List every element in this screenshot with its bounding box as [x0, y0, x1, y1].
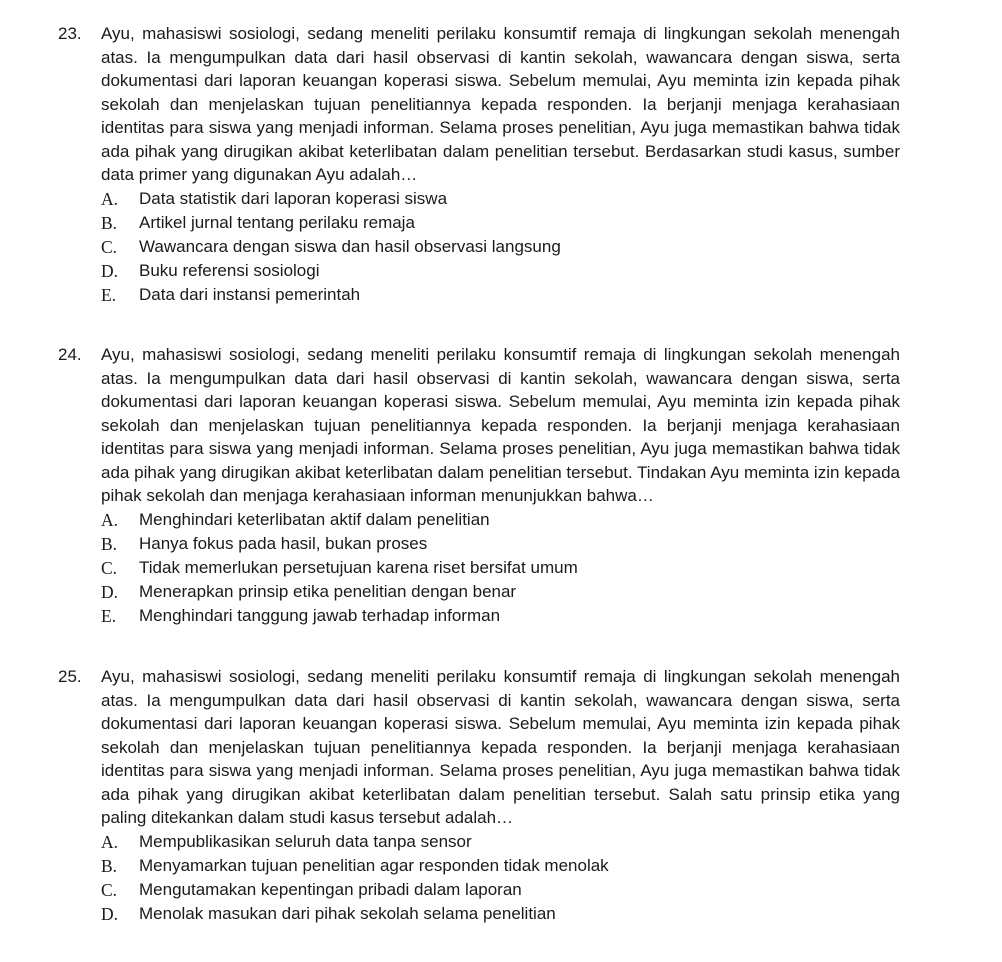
- option-letter: E.: [101, 606, 117, 627]
- question-text: Ayu, mahasiswi sosiologi, sedang meneliti perilaku konsumtif remaja di lingkungan sekolah menengah atas. Ia mengumpulkan data dari hasil observasi di kantin sekolah, wawancara dengan siswa, serta dokumentasi dari laporan keuangan koperasi siswa. Sebelum memulai, Ayu meminta izin kepada pihak sekolah dan menjelaskan tujuan penelitiannya kepada responden. Ia berjanji menjaga kerahasiaan identitas para siswa yang menjadi informan. Selama proses penelitian, Ayu juga memastikan bahwa tidak ada pihak yang dirugikan akibat keterlibatan dalam penelitian tersebut. Berdasarkan studi kasus, sumber data primer yang digunakan Ayu adalah…: [101, 24, 900, 184]
- option-text: Mempublikasikan seluruh data tanpa sensor: [139, 831, 472, 851]
- option-d[interactable]: [58, 902, 900, 926]
- question-text: Ayu, mahasiswi sosiologi, sedang meneliti perilaku konsumtif remaja di lingkungan sekolah menengah atas. Ia mengumpulkan data dari hasil observasi di kantin sekolah, wawancara dengan siswa, serta dokumentasi dari laporan keuangan koperasi siswa. Sebelum memulai, Ayu meminta izin kepada pihak sekolah dan menjelaskan tujuan penelitiannya kepada responden. Ia berjanji menjaga kerahasiaan identitas para siswa yang menjadi informan. Selama proses penelitian, Ayu juga memastikan bahwa tidak ada pihak yang dirugikan akibat keterlibatan dalam penelitian tersebut. Tindakan Ayu meminta izin kepada pihak sekolah dan menjaga kerahasiaan informan menunjukkan bahwa…: [101, 345, 900, 505]
- option-text: Buku referensi sosiologi: [139, 261, 320, 281]
- option-text: Data statistik dari laporan koperasi siswa: [139, 188, 448, 208]
- option-letter: C.: [101, 557, 118, 578]
- option-text: Mengutamakan kepentingan pribadi dalam laporan: [139, 879, 522, 899]
- option-text: Menghindari tanggung jawab terhadap informan: [139, 606, 501, 626]
- option-letter: C.: [101, 879, 118, 900]
- option-text: Menolak masukan dari pihak sekolah selama penelitian: [139, 904, 556, 924]
- option-letter: A.: [101, 188, 119, 209]
- option-letter: A.: [101, 509, 119, 530]
- question-number: 25.: [58, 667, 82, 686]
- question-25: [58, 665, 900, 926]
- option-letter: D.: [101, 582, 119, 603]
- option-e[interactable]: [58, 283, 900, 307]
- option-d[interactable]: [58, 259, 900, 283]
- option-text: Tidak memerlukan persetujuan karena riset bersifat umum: [139, 557, 578, 577]
- answer-options: [58, 508, 900, 629]
- option-letter: B.: [101, 533, 118, 554]
- option-b[interactable]: [58, 532, 900, 556]
- option-c[interactable]: [58, 556, 900, 580]
- option-c[interactable]: [58, 878, 900, 902]
- answer-options: [58, 187, 900, 308]
- option-letter: E.: [101, 285, 117, 306]
- option-text: Data dari instansi pemerintah: [139, 285, 361, 305]
- question-23: [58, 22, 900, 307]
- question-text: Ayu, mahasiswi sosiologi, sedang meneliti perilaku konsumtif remaja di lingkungan sekolah menengah atas. Ia mengumpulkan data dari hasil observasi di kantin sekolah, wawancara dengan siswa, serta dokumentasi dari laporan keuangan koperasi siswa. Sebelum memulai, Ayu meminta izin kepada pihak sekolah dan menjelaskan tujuan penelitiannya kepada responden. Ia berjanji menjaga kerahasiaan identitas para siswa yang menjadi informan. Selama proses penelitian, Ayu juga memastikan bahwa tidak ada pihak yang dirugikan akibat keterlibatan dalam penelitian tersebut. Salah satu prinsip etika yang paling ditekankan dalam studi kasus tersebut adalah…: [101, 667, 900, 827]
- option-text: Hanya fokus pada hasil, bukan proses: [139, 533, 428, 553]
- option-letter: D.: [101, 261, 119, 282]
- option-b[interactable]: [58, 854, 900, 878]
- option-letter: B.: [101, 212, 118, 233]
- option-text: Wawancara dengan siswa dan hasil observasi langsung: [139, 236, 561, 256]
- option-letter: C.: [101, 236, 118, 257]
- question-number: 24.: [58, 345, 82, 364]
- question-24: [58, 343, 900, 628]
- option-a[interactable]: [58, 508, 900, 532]
- option-a[interactable]: [58, 830, 900, 854]
- option-letter: B.: [101, 855, 118, 876]
- option-a[interactable]: [58, 187, 900, 211]
- option-letter: A.: [101, 831, 119, 852]
- question-number: 23.: [58, 24, 82, 43]
- option-c[interactable]: [58, 235, 900, 259]
- answer-options: [58, 830, 900, 927]
- option-letter: D.: [101, 904, 119, 925]
- option-text: Menghindari keterlibatan aktif dalam penelitian: [139, 509, 490, 529]
- option-e[interactable]: [58, 604, 900, 628]
- option-text: Menerapkan prinsip etika penelitian dengan benar: [139, 582, 517, 602]
- option-text: Artikel jurnal tentang perilaku remaja: [139, 212, 415, 232]
- option-text: Menyamarkan tujuan penelitian agar responden tidak menolak: [139, 855, 609, 875]
- option-d[interactable]: [58, 580, 900, 604]
- option-b[interactable]: [58, 211, 900, 235]
